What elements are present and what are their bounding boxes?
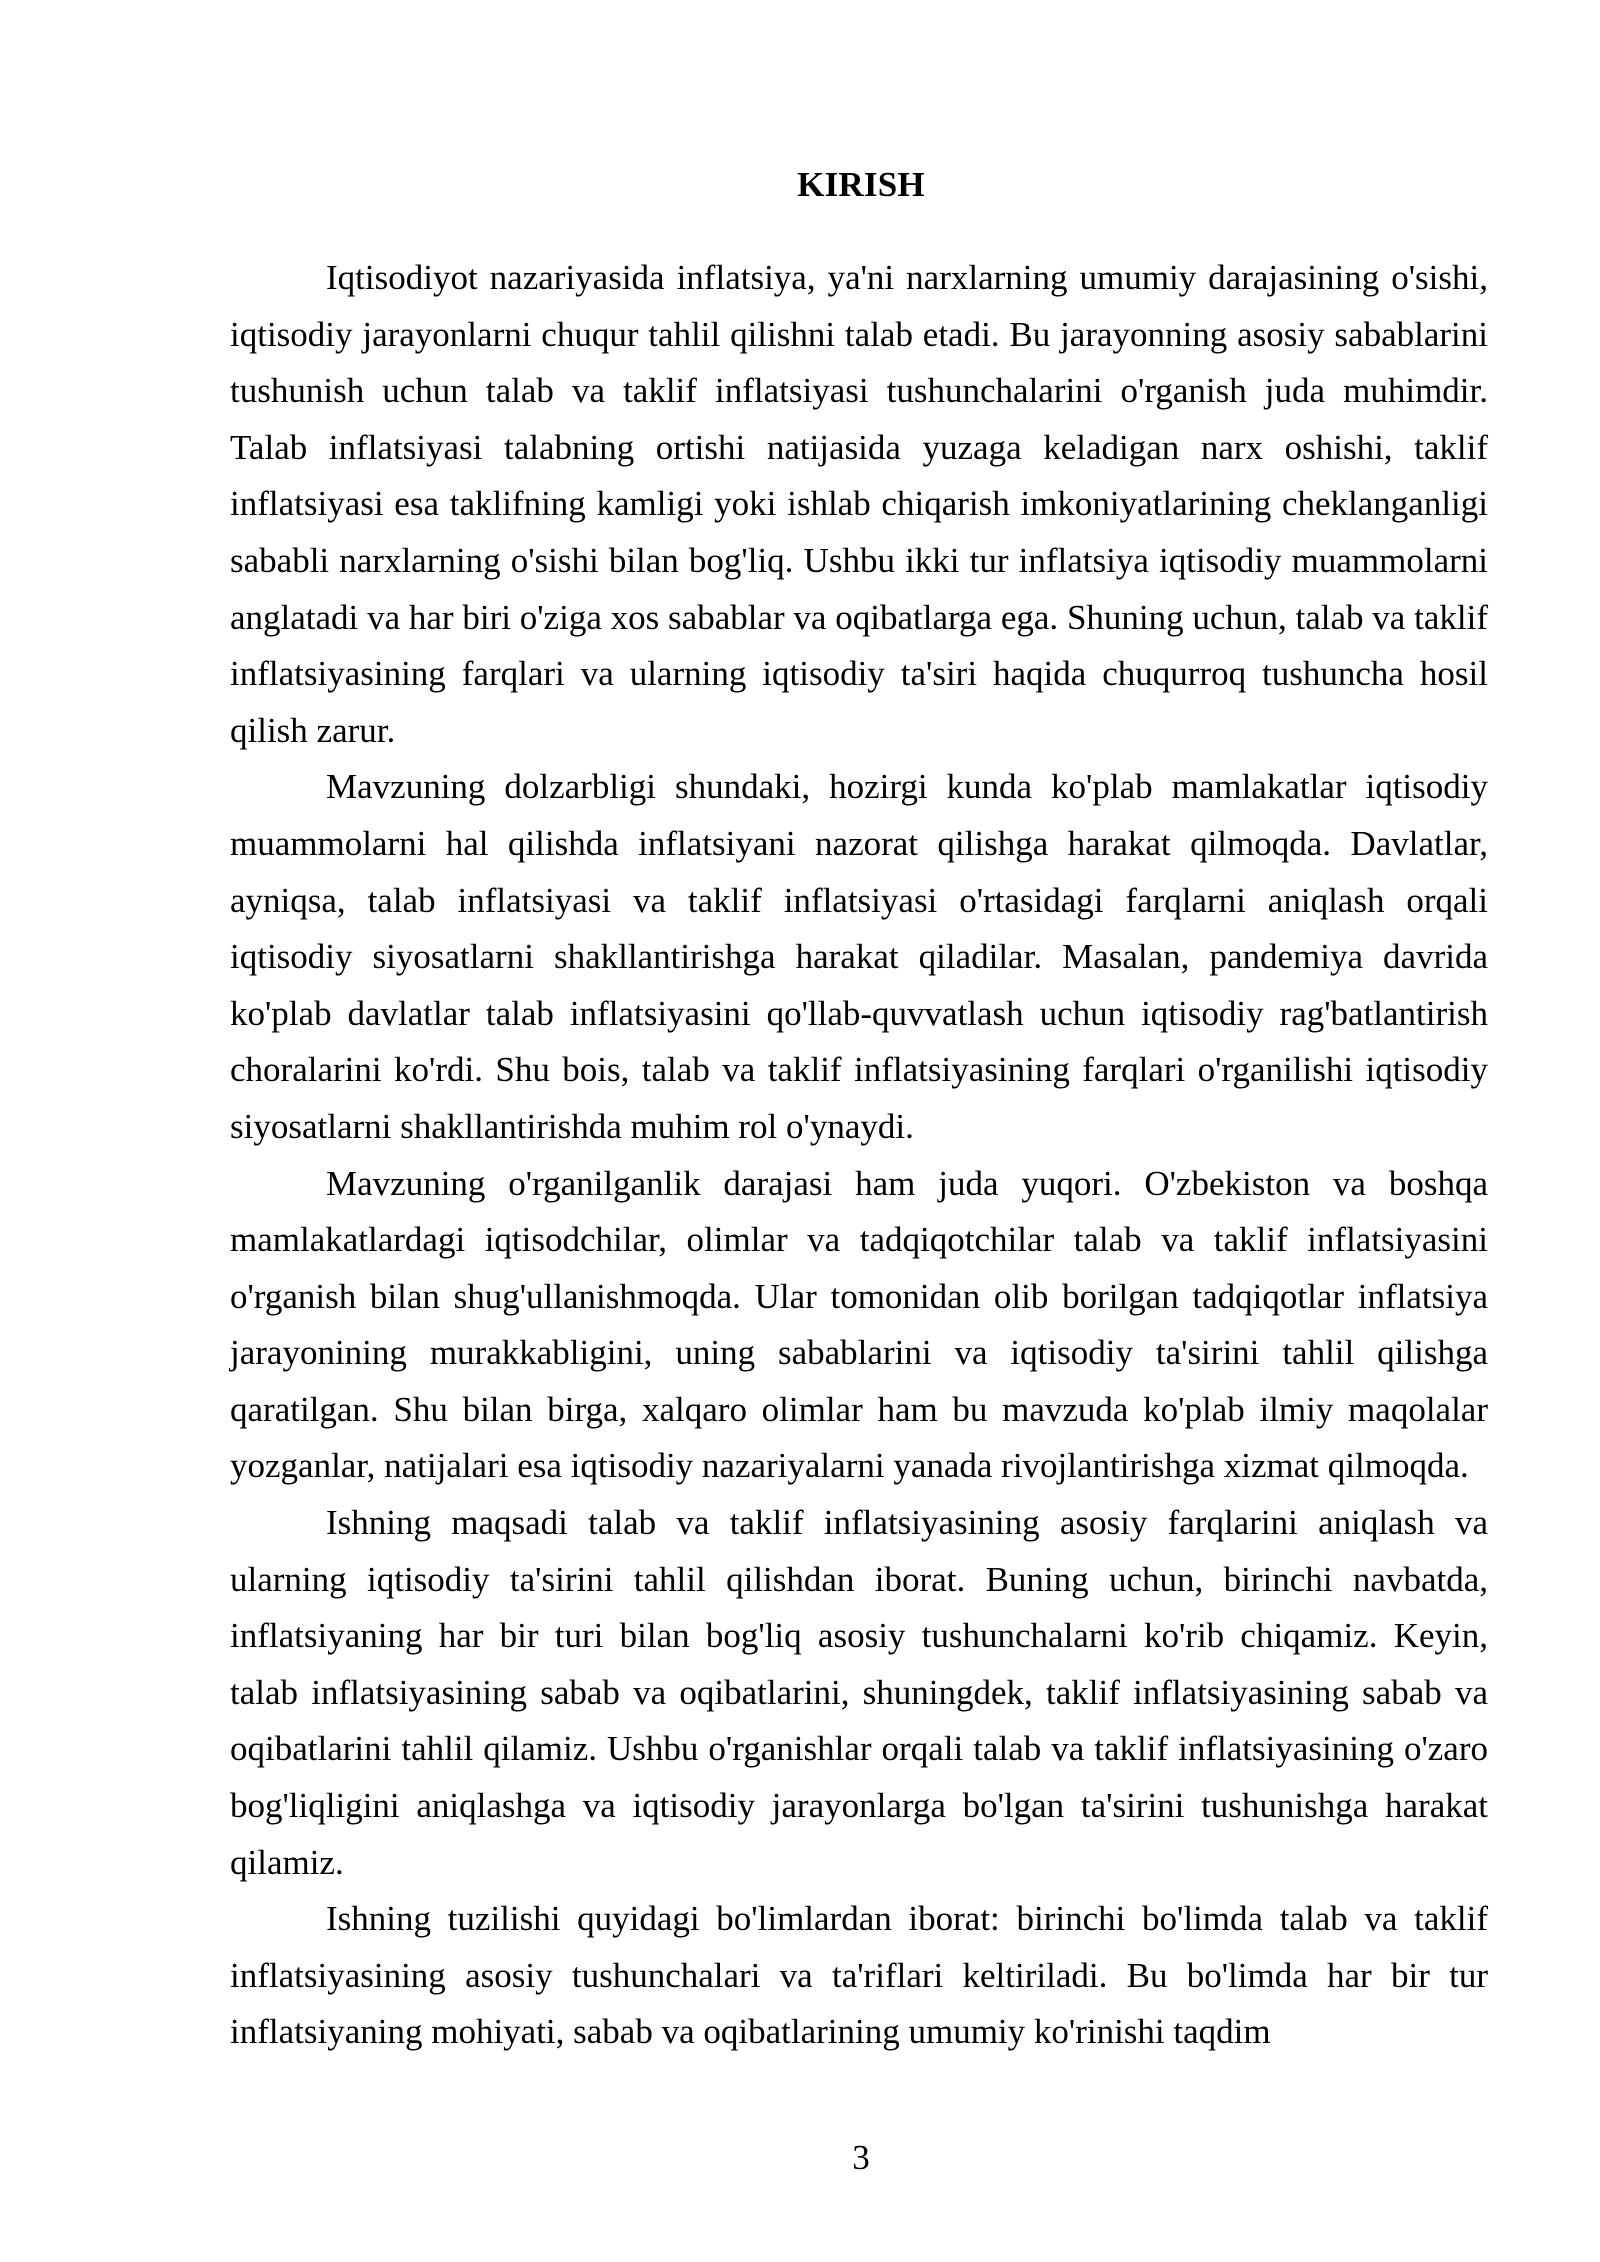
paragraph-structure: Ishning tuzilishi quyidagi bo'limlardan iborat: birinchi bo'limda talab va taklif inflatsiyasining asosiy tushunchalari va ta'riflari keltiriladi. Bu bo'limda har bir tur inflatsiyaning mohiyati, sabab va oqibatlarining umumiy ko'rinishi taqdim [230,1899,1488,2052]
body-text [230,250,1488,2061]
paragraph-relevance: Mavzuning dolzarbligi shundaki, hozirgi kunda ko'plab mamlakatlar iqtisodiy muammolarni hal qilishda inflatsiyani nazorat qilishga harakat qilmoqda. Davlatlar, ayniqsa, talab inflatsiyasi va taklif inflatsiyasi o'rtasidagi farqlarni aniqlash orqali iqtisodiy siyosatlarni shakllantirishga harakat qiladilar. Masalan, pandemiya davrida ko'plab davlatlar talab inflatsiyasini qo'llab-quvvatlash uchun iqtisodiy rag'batlantirish choralarini ko'rdi. Shu bois, talab va taklif inflatsiyasining farqlari o'rganilishi iqtisodiy siyosatlarni shakllantirishda muhim rol o'ynaydi. [230,767,1488,1146]
paragraph-study-degree: Mavzuning o'rganilganlik darajasi ham juda yuqori. O'zbekiston va boshqa mamlakatlardagi iqtisodchilar, olimlar va tadqiqotchilar talab va taklif inflatsiyasini o'rganish bilan shug'ullanishmoqda. Ular tomonidan olib borilgan tadqiqotlar inflatsiya jarayonining murakkabligini, uning sabablarini va iqtisodiy ta'sirini tahlil qilishga qaratilgan. Shu bilan birga, xalqaro olimlar ham bu mavzuda ko'plab ilmiy maqolalar yozganlar, natijalari esa iqtisodiy nazariyalarni yanada rivojlantirishga xizmat qilmoqda. [230,1163,1488,1486]
paragraph-introduction: Iqtisodiyot nazariyasida inflatsiya, ya'ni narxlarning umumiy darajasining o'sishi, iqtisodiy jarayonlarni chuqur tahlil qilishni talab etadi. Bu jarayonning asosiy sabablarini tushunish uchun talab va taklif inflatsiyasi tushunchalarini o'rganish juda muhimdir. Talab inflatsiyasi talabning ortishi natijasida yuzaga keladigan narx oshishi, taklif inflatsiyasi esa taklifning kamligi yoki ishlab chiqarish imkoniyatlarining cheklanganligi sababli narxlarning o'sishi bilan bog'liq. Ushbu ikki tur inflatsiya iqtisodiy muammolarni anglatadi va har biri o'ziga xos sabablar va oqibatlarga ega. Shuning uchun, talab va taklif inflatsiyasining farqlari va ularning iqtisodiy ta'siri haqida chuqurroq tushuncha hosil qilish zarur. [230,258,1488,750]
paragraph-objective: Ishning maqsadi talab va taklif inflatsiyasining asosiy farqlarini aniqlash va ularning iqtisodiy ta'sirini tahlil qilishdan iborat. Buning uchun, birinchi navbatda, inflatsiyaning har bir turi bilan bog'liq asosiy tushunchalarni ko'rib chiqamiz. Keyin, talab inflatsiyasining sabab va oqibatlarini, shuningdek, taklif inflatsiyasining sabab va oqibatlarini tahlil qilamiz. Ushbu o'rganishlar orqali talab va taklif inflatsiyasining o'zaro bog'liqligini aniqlashga va iqtisodiy jarayonlarga bo'lgan ta'sirini tushunishga harakat qilamiz. [230,1503,1488,1882]
section-heading: KIRISH [797,165,925,204]
page-number: 3 [852,2138,870,2177]
